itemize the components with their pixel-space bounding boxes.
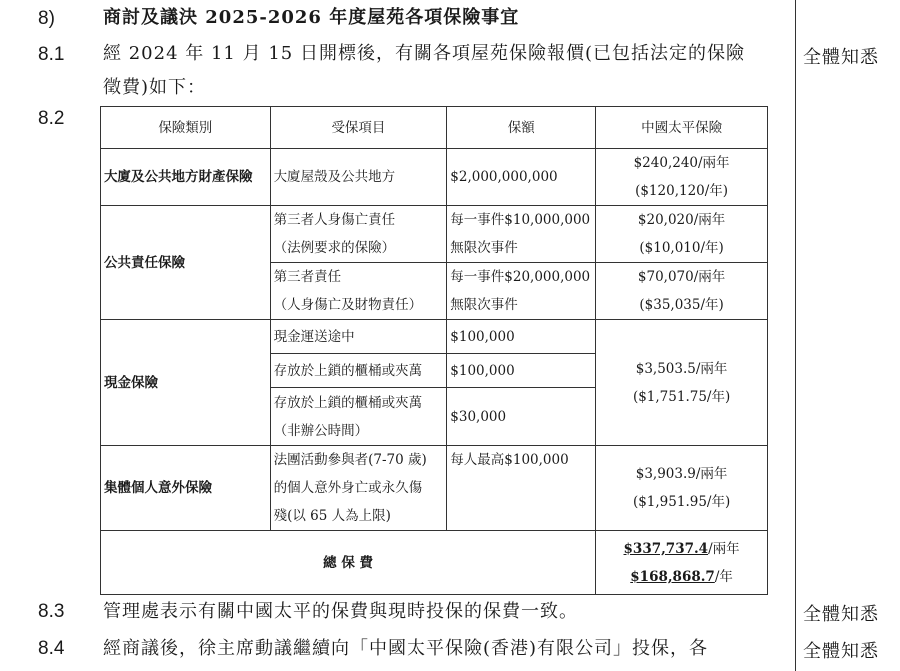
total-two-year: $337,737.4 [623,540,709,557]
amount-line: 每一事件$20,000,000 [450,269,591,285]
item-line: （人身傷亡及財物責任） [273,297,423,313]
table-row [101,149,768,206]
item-cell [270,206,447,263]
total-label: 總 保 費 [101,531,596,595]
item-line: 法團活動參與者(7-70 歲) [273,452,427,468]
header-cell: 受保項目 [270,107,447,149]
category-cell: 公共責任保險 [101,206,271,320]
premium-one-year: ($120,120/年) [635,183,729,199]
amount-line: 無限次事件 [450,240,518,256]
item-cell: 存放於上鎖的櫃桶或夾萬 [270,354,447,388]
amount-cell: $2,000,000,000 [447,149,596,206]
table-row [101,320,768,354]
premium-cell [596,320,768,446]
premium-one-year: ($1,951.95/年) [632,494,731,510]
category-cell: 大廈及公共地方財產保險 [101,149,271,206]
item-line: 第三者人身傷亡責任 [273,212,396,228]
item-line: 殘(以 65 人為上限) [273,508,391,524]
total-two-year-unit: /兩年 [708,540,740,557]
item-line: 第三者責任 [273,269,342,285]
insurance-quote-table [100,106,768,595]
total-row [101,531,768,595]
premium-two-year: $240,240/兩年 [633,155,730,171]
premium-two-year: $70,070/兩年 [637,269,726,285]
total-one-year-unit: /年 [714,568,733,585]
premium-one-year: ($1,751.75/年) [632,388,731,405]
table-row [101,206,768,263]
item-text: 經商議後，徐主席動議繼續向「中國太平保險(香港)有限公司」投保，各 [103,638,709,659]
amount-line: 無限次事件 [450,297,518,313]
item-text: 管理處表示有關中國太平的保費與現時投保的保費一致。 [103,601,578,622]
header-cell: 保險類別 [101,107,271,149]
total-premium-cell [596,531,768,595]
section-number: 8) [38,8,55,29]
item-cell [270,446,447,531]
item-line: （非辦公時間） [273,422,369,439]
amount-cell: 每人最高$100,000 [447,446,596,531]
item-text-line: 經 2024 年 11 月 15 日開標後，有關各項屋苑保險報價(已包括法定的保險 [103,43,745,64]
item-cell: 大廈屋殼及公共地方 [270,149,447,206]
item-cell: 現金運送途中 [270,320,447,354]
table-row [101,446,768,531]
item-cell [270,388,447,446]
premium-cell [596,206,768,263]
amount-cell [447,263,596,320]
category-cell: 集體個人意外保險 [101,446,271,531]
item-number: 8.2 [38,108,65,129]
amount-cell: $100,000 [447,354,596,388]
item-text [103,37,745,105]
item-number: 8.1 [38,44,65,65]
item-number: 8.3 [38,601,65,622]
item-cell [270,263,447,320]
status-column-divider [795,0,796,671]
premium-cell [596,263,768,320]
item-line: （法例要求的保險） [273,240,396,256]
item-text-line: 徵費)如下： [103,77,207,98]
amount-cell: $100,000 [447,320,596,354]
item-status: 全體知悉 [803,641,879,662]
premium-two-year: $20,020/兩年 [637,212,726,228]
table-header-row [101,107,768,149]
item-line: 存放於上鎖的櫃桶或夾萬 [273,394,423,411]
premium-one-year: ($35,035/年) [639,297,724,313]
premium-cell [596,149,768,206]
item-status: 全體知悉 [803,604,879,625]
premium-one-year: ($10,010/年) [639,240,724,256]
premium-cell [596,446,768,531]
category-cell: 現金保險 [101,320,271,446]
amount-line: 每一事件$10,000,000 [450,212,591,228]
header-cell: 中國太平保險 [596,107,768,149]
premium-two-year: $3,903.9/兩年 [635,466,728,482]
item-number: 8.4 [38,638,65,659]
section-title: 商討及議決 2025-2026 年度屋苑各項保險事宜 [103,7,520,28]
premium-two-year: $3,503.5/兩年 [635,360,728,377]
header-cell: 保額 [447,107,596,149]
item-line: 的個人意外身亡或永久傷 [273,480,423,496]
item-status: 全體知悉 [803,47,879,68]
amount-cell: $30,000 [447,388,596,446]
total-one-year: $168,868.7 [630,568,715,585]
amount-cell [447,206,596,263]
